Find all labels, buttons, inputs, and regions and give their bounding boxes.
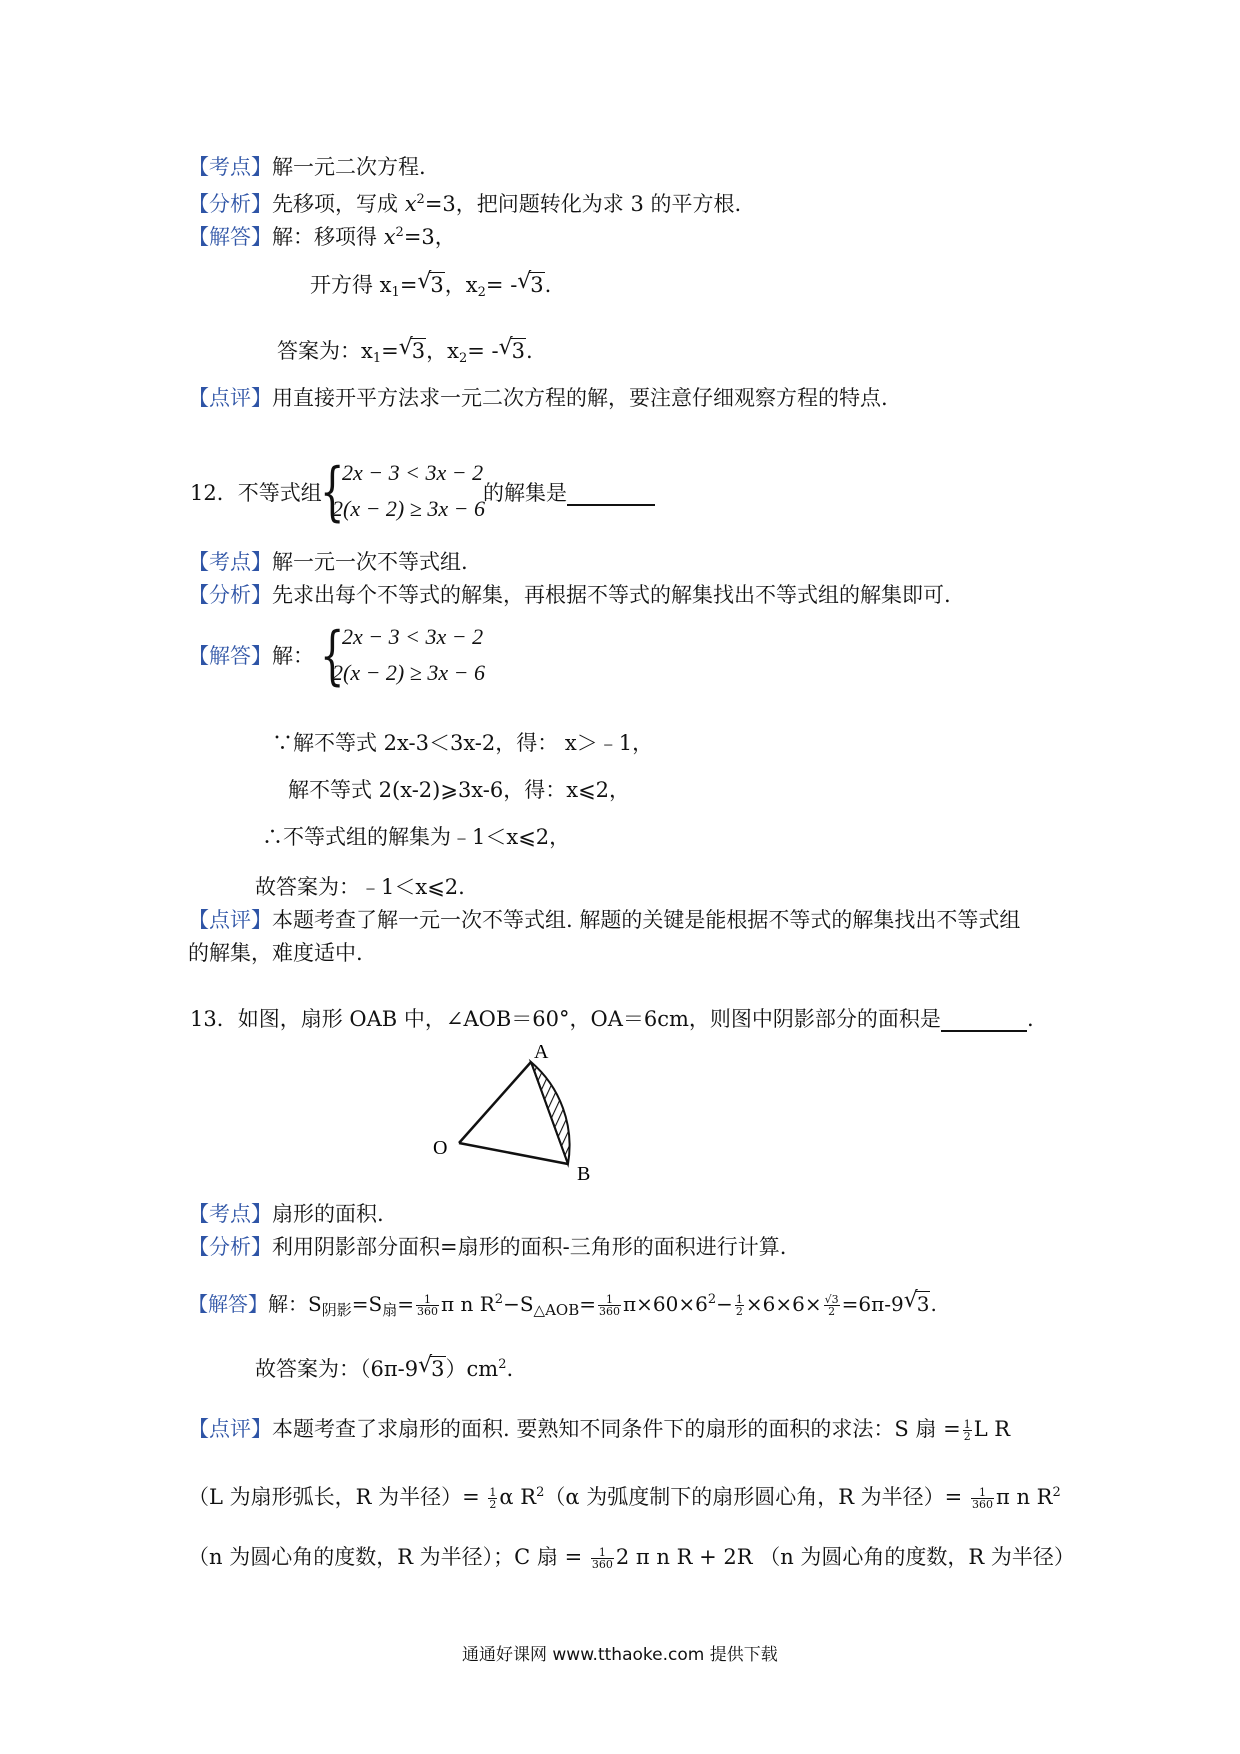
- q12-jieda: 【解答】解：: [188, 644, 314, 668]
- q12-system-2: { 2x − 3 < 3x − 2 2(x − 2) ≥ 3x − 6: [320, 619, 485, 693]
- q12-fenxi: 【分析】先求出每个不等式的解集，再根据不等式的解集找出不等式组的解集即可.: [188, 583, 951, 607]
- label-a: A: [534, 1041, 549, 1063]
- q11-dianping: 【点评】用直接开平方法求一元二次方程的解，要注意仔细观察方程的特点.: [188, 386, 888, 410]
- sector-figure: [425, 1040, 605, 1190]
- kaodian-tag: 【考点】: [188, 155, 272, 179]
- system-row-1: 2x − 3 < 3x − 2: [342, 460, 484, 485]
- q12-dianping: 【点评】本题考查了解一元一次不等式组. 解题的关键是能根据不等式的解集找出不等式组: [188, 908, 1021, 932]
- q12-step-2: 解不等式 2(x-2)⩾3x-6，得：x⩽2，: [288, 778, 631, 802]
- label-b: B: [577, 1163, 591, 1185]
- q12-number: 12．不等式组: [190, 481, 322, 505]
- fenxi-tag: 【分析】: [188, 192, 272, 216]
- q12-step-3: ∴不等式组的解集为﹣1＜x⩽2，: [262, 825, 571, 849]
- q12-step-1: ∵解不等式 2x-3＜3x-2，得： x＞﹣1，: [272, 731, 654, 755]
- system-row-2: 2(x − 2) ≥ 3x − 6: [332, 496, 485, 521]
- q11-fenxi: 【分析】先移项，写成 $x^2=3$，把问题转化为求 3 的平方根.: [188, 192, 742, 216]
- q13-dianping: 【点评】本题考查了求扇形的面积. 要熟知不同条件下的扇形的面积的求法：S 扇 = $\frac{1}{2}$ L R: [188, 1417, 1011, 1443]
- q11-jieda: 【解答】解：移项得 $x^2=3$，: [188, 225, 456, 249]
- label-o: O: [433, 1137, 448, 1159]
- q13-fenxi: 【分析】利用阴影部分面积=扇形的面积-三角形的面积进行计算.: [188, 1235, 787, 1259]
- q12-kaodian: 【考点】解一元一次不等式组.: [188, 550, 468, 574]
- q11-kaodian: 【考点】解一元二次方程.: [188, 155, 426, 179]
- radius-ob: [459, 1143, 568, 1164]
- q12-dianping-2: 的解集，难度适中.: [188, 941, 363, 965]
- q13-dianping-3: （n 为圆心角的度数，R 为半径）；C 扇 = $\frac{1}{360}$ 2 π n R + 2R （n 为圆心角的度数，R 为半径）: [188, 1545, 1075, 1571]
- q12-system: [320, 455, 490, 529]
- answer-blank: [567, 482, 655, 506]
- q11-answer: 答案为：$x_1=√$ 3，$x_2=$ -√ 3.: [277, 336, 533, 374]
- q13-jieda: 【解答】解：$S_{阴影}=S_扇=$ $\frac{1}{360}$ π n $R^2-S_{\triangle AOB}=$ $\frac{1}{360}$ $\pi\times 60\times 6^2-$ $\frac{1}{2}$ ×6×6× $\frac{√3}{2}$ =6π-9√ 3.: [188, 1285, 937, 1325]
- jieda-tag: 【解答】: [188, 225, 272, 249]
- radius-oa: [459, 1062, 531, 1143]
- brace-icon: {: [320, 455, 345, 529]
- q13-kaodian: 【考点】扇形的面积.: [188, 1202, 384, 1226]
- page-footer: 通通好课网 www.tthaoke.com 提供下载: [462, 1645, 778, 1665]
- answer-blank: [941, 1008, 1027, 1032]
- q12-suffix: 的解集是: [483, 478, 655, 508]
- dianping-tag: 【点评】: [188, 386, 272, 410]
- q13-stem: 13．如图，扇形 OAB 中，∠AOB＝60°，OA＝6cm，则图中阴影部分的面积是 .: [190, 1007, 1034, 1031]
- q13-answer: 故答案为：（6π-9√ $3)cm^2$.: [255, 1350, 513, 1384]
- brace-icon: {: [320, 619, 345, 693]
- q13-dianping-2: （L 为扇形弧长，R 为半径）= $\frac{1}{2}$ α $R^2(\alpha$ 为弧度制下的扇形圆心角，R 为半径）= $\frac{1}{360}$ π n $R^2$: [188, 1485, 1061, 1511]
- q12-step-4: 故答案为：﹣1＜x⩽2.: [255, 875, 465, 899]
- q11-kaifang: 开方得 $x_1=√$ 3，$x_2=$ -√ 3.: [310, 270, 551, 308]
